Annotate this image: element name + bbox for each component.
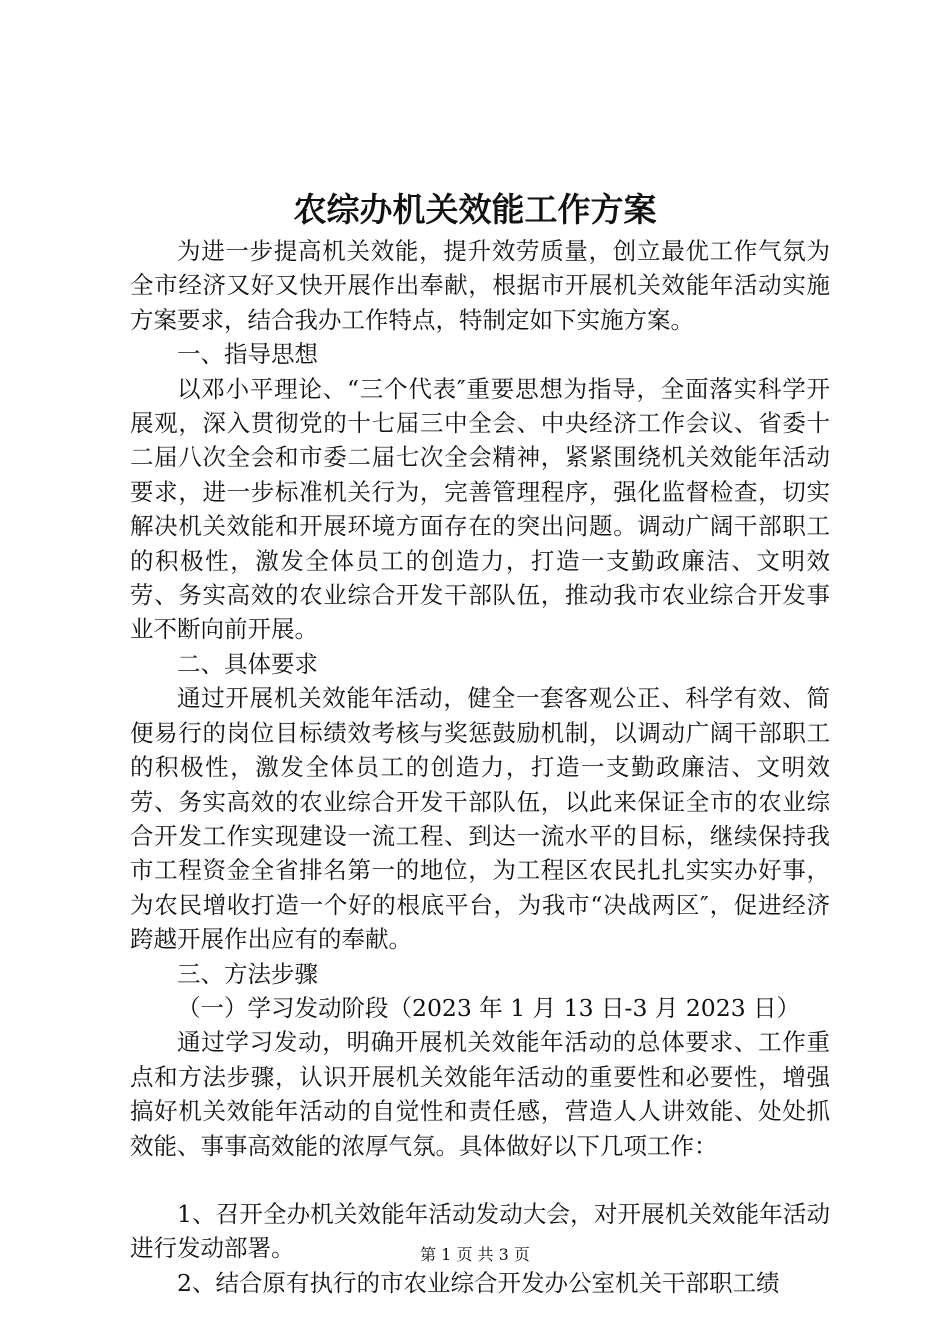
section-heading-requirements: 二、具体要求 [177, 649, 318, 678]
paragraph-gap [130, 1163, 830, 1197]
document-title: 农综办机关效能工作方案 [293, 190, 657, 229]
subsection-heading-mobilization: （一）学习发动阶段（2023 年 1 月 13 日-3 月 2023 日） [177, 993, 801, 1022]
list-item-2: 2、结合原有执行的市农业综合开发办公室机关干部职工绩 [177, 1268, 780, 1297]
intro-paragraph: 为进一步提高机关效能，提升效劳质量，创立最优工作气氛为全市经济又好又快开展作出奉献，根据市开展机关效能年活动实施方案要求，结合我办工作特点，特制定如下实施方案。 [130, 237, 830, 334]
subsection-body-mobilization: 通过学习发动，明确开展机关效能年活动的总体要求、工作重点和方法步骤，认识开展机关效能年活动的重要性和必要性，增强搞好机关效能年活动的自觉性和责任感，营造人人讲效能、处处抓效能、事事高效能的浓厚气氛。具体做好以下几项工作： [130, 1028, 830, 1160]
page-footer: 第 1 页 共 3 页 [420, 1245, 530, 1264]
list-item-1: 1、召开全办机关效能年活动发动大会，对开展机关效能年活动进行发动部署。 [130, 1199, 830, 1263]
section-heading-guiding-ideology: 一、指导思想 [177, 340, 318, 369]
document-body [130, 234, 830, 1300]
section-heading-steps: 三、方法步骤 [177, 959, 318, 988]
section-body-guiding-ideology: 以邓小平理论、“三个代表″重要思想为指导，全面落实科学开展观，深入贯彻党的十七届三中全会、中央经济工作会议、省委十二届八次全会和市委二届七次全会精神，紧紧围绕机关效能年活动要求，进一步标准机关行为，完善管理程序，强化监督检查，切实解决机关效能和开展环境方面存在的突出问题。调动广阔干部职工的积极性，激发全体员工的创造力，打造一支勤政廉洁、文明效劳、务实高效的农业综合开发干部队伍，推动我市农业综合开发事业不断向前开展。 [130, 374, 830, 644]
section-body-requirements: 通过开展机关效能年活动，健全一套客观公正、科学有效、简便易行的岗位目标绩效考核与奖惩鼓励机制，以调动广阔干部职工的积极性，激发全体员工的创造力，打造一支勤政廉洁、文明效劳、务实高效的农业综合开发干部队伍，以此来保证全市的农业综合开发工作实现建设一流工程、到达一流水平的目标，继续保持我市工程资金全省排名第一的地位，为工程区农民扎扎实实办好事，为农民增收打造一个好的根底平台，为我市“决战两区″，促进经济跨越开展作出应有的奉献。 [130, 684, 830, 954]
